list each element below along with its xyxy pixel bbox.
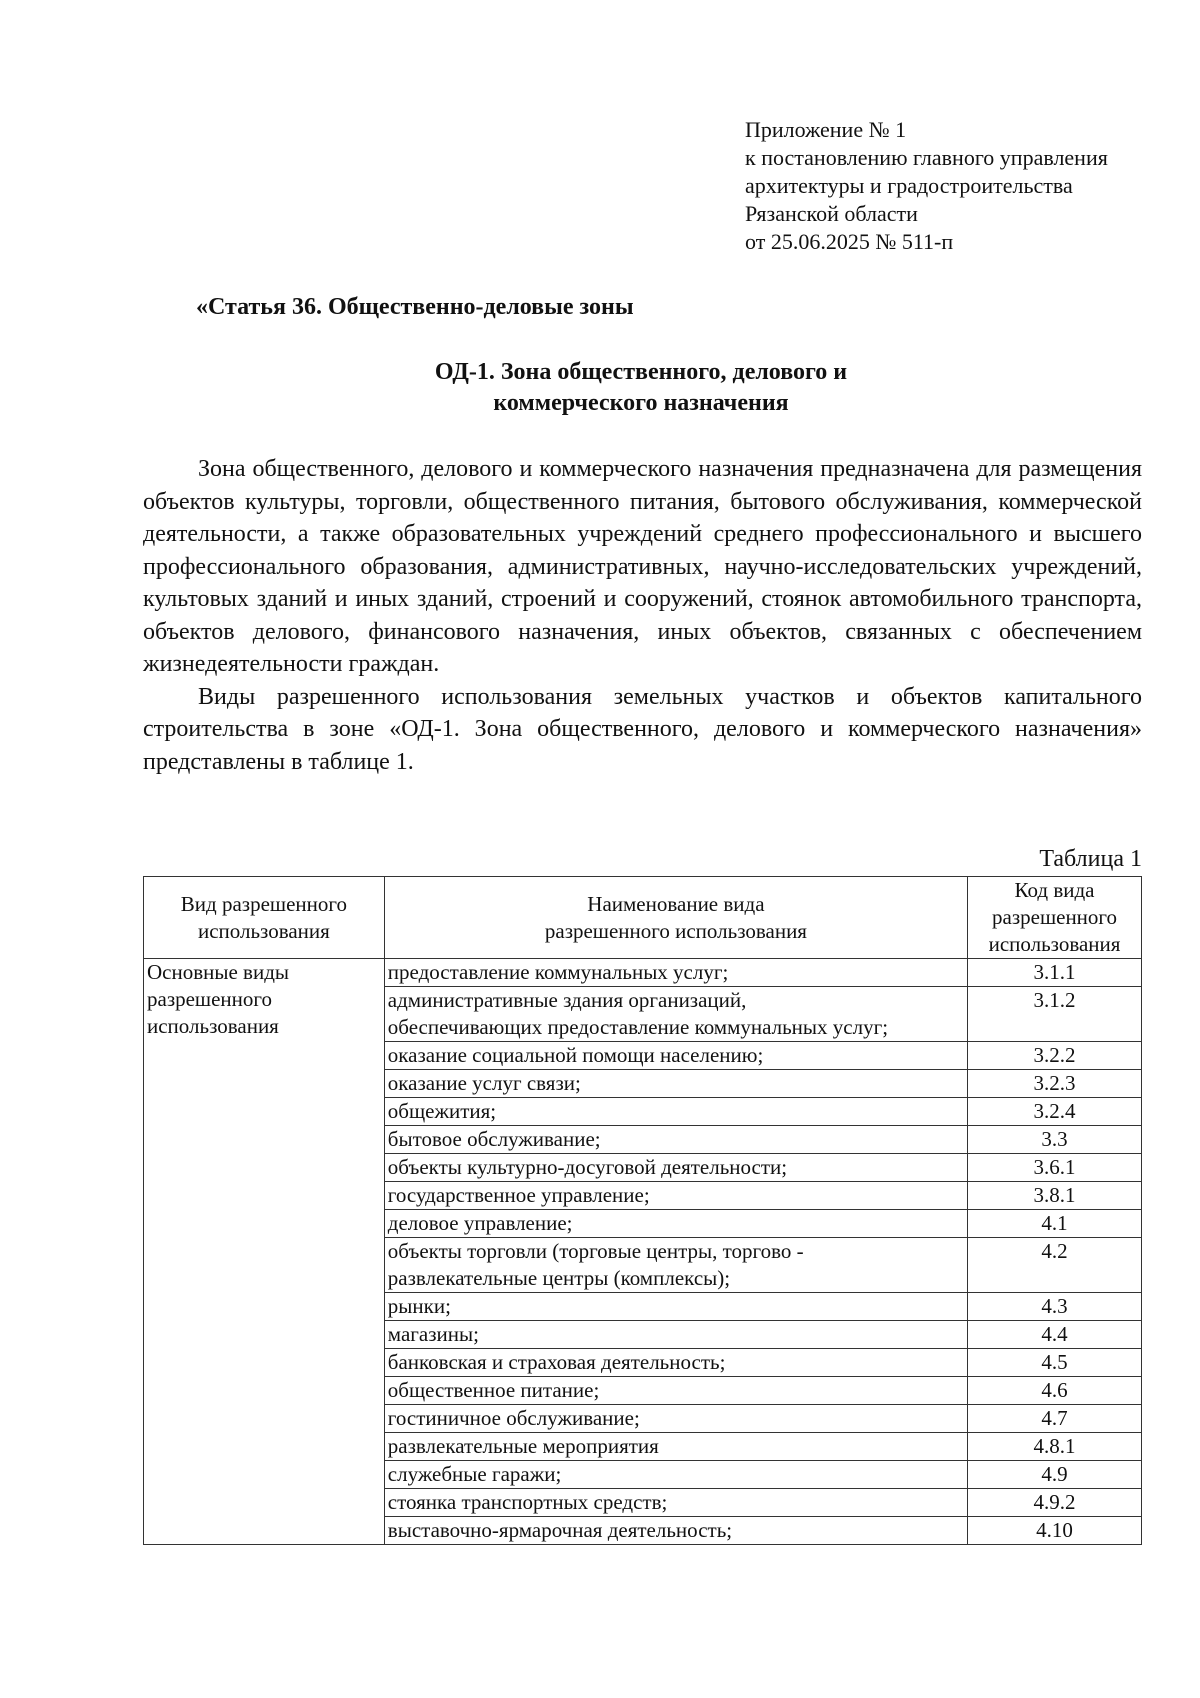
- use-code-cell: 4.9: [968, 1461, 1142, 1489]
- use-name-cell: [384, 1098, 967, 1126]
- use-name-line: выставочно-ярмарочная деятельность;: [387, 1518, 733, 1542]
- appendix-line: архитектуры и градостроительства: [745, 173, 1073, 198]
- group-label-line: Основные виды: [147, 960, 290, 984]
- use-code-cell: 3.1.1: [968, 959, 1142, 987]
- use-code-cell: 4.7: [968, 1405, 1142, 1433]
- article-title: «Статья 36. Общественно-деловые зоны: [196, 294, 634, 320]
- use-name-line: развлекательные мероприятия: [387, 1434, 659, 1458]
- use-code-cell: 4.9.2: [968, 1489, 1142, 1517]
- appendix-line: Приложение № 1: [745, 117, 907, 142]
- use-code-cell: 4.5: [968, 1349, 1142, 1377]
- use-code-cell: 4.4: [968, 1321, 1142, 1349]
- use-name-line: стоянка транспортных средств;: [387, 1490, 668, 1514]
- use-name-line: оказание социальной помощи населению;: [387, 1043, 764, 1067]
- use-name-line: объекты торговли (торговые центры, торгово -: [387, 1239, 804, 1263]
- use-name-cell: [384, 1210, 967, 1238]
- use-name-cell: [384, 1126, 967, 1154]
- body-text: [143, 453, 1142, 778]
- use-name-cell: [384, 1154, 967, 1182]
- use-name-cell: [384, 1293, 967, 1321]
- group-label-line: разрешенного: [147, 987, 272, 1011]
- use-name-line: предоставление коммунальных услуг;: [387, 960, 729, 984]
- use-name-line: развлекательные центры (комплексы);: [387, 1266, 731, 1290]
- use-name-line: обеспечивающих предоставление коммунальных услуг;: [387, 1015, 889, 1039]
- use-name-line: общежития;: [387, 1099, 497, 1123]
- use-name-cell: [384, 959, 967, 987]
- appendix-block: [745, 116, 1108, 256]
- use-code-cell: 3.6.1: [968, 1154, 1142, 1182]
- header-line: разрешенного: [992, 905, 1118, 929]
- use-name-cell: [384, 1321, 967, 1349]
- header-line: разрешенного использования: [544, 918, 807, 943]
- appendix-line: к постановлению главного управления: [745, 145, 1108, 170]
- use-name-cell: [384, 1182, 967, 1210]
- appendix-line: от 25.06.2025 № 511-п: [745, 229, 954, 254]
- use-code-cell: 3.2.2: [968, 1042, 1142, 1070]
- use-name-cell: [384, 1377, 967, 1405]
- header-line: Наименование вида: [587, 891, 765, 916]
- table-row: [144, 959, 1142, 987]
- header-line: Вид разрешенного: [180, 891, 347, 916]
- header-use-name: [384, 877, 967, 959]
- header-use-type: [144, 877, 385, 959]
- paragraph: Виды разрешенного использования земельных участков и объектов капитального строительства в зоне «ОД-1. Зона общественного, делового и коммерческого назначения» представлены в таблице 1.: [143, 683, 1142, 775]
- table-caption: Таблица 1: [1039, 846, 1142, 872]
- use-code-cell: 3.8.1: [968, 1182, 1142, 1210]
- header-line: Код вида: [1014, 878, 1095, 902]
- use-name-cell: [384, 987, 967, 1042]
- use-code-cell: 4.1: [968, 1210, 1142, 1238]
- use-name-cell: [384, 1517, 967, 1545]
- header-line: использования: [988, 932, 1121, 956]
- use-name-cell: [384, 1433, 967, 1461]
- use-name-line: магазины;: [387, 1322, 479, 1346]
- use-name-line: гостиничное обслуживание;: [387, 1406, 640, 1430]
- use-code-cell: 4.3: [968, 1293, 1142, 1321]
- use-name-cell: [384, 1070, 967, 1098]
- zone-title-line: коммерческого назначения: [493, 390, 789, 416]
- header-line: использования: [197, 918, 330, 943]
- paragraph: Зона общественного, делового и коммерческого назначения предназначена для размещения объектов культуры, торговли, общественного питания, бытового обслуживания, коммерческой деятельности, а также образовательных учреждений среднего профессионального и высшего профессионального образования, административных, научно-исследовательских учреждений, культовых зданий и иных зданий, строений и сооружений, стоянок автомобильного транспорта, объектов делового, финансового назначения, иных объектов, связанных с обеспечением жизнедеятельности граждан.: [143, 456, 1142, 677]
- use-name-line: административные здания организаций,: [387, 988, 747, 1012]
- permitted-uses-table: [143, 876, 1142, 1545]
- use-code-cell: 4.8.1: [968, 1433, 1142, 1461]
- group-label-line: использования: [147, 1014, 279, 1038]
- use-code-cell: 3.2.4: [968, 1098, 1142, 1126]
- table-header-row: [144, 877, 1142, 959]
- header-use-code: [968, 877, 1142, 959]
- zone-title: [140, 357, 1142, 419]
- use-name-line: общественное питание;: [387, 1378, 600, 1402]
- use-code-cell: 4.2: [968, 1238, 1142, 1293]
- use-name-line: объекты культурно-досуговой деятельности;: [387, 1155, 788, 1179]
- group-label-cell: [144, 959, 385, 1545]
- use-name-line: деловое управление;: [387, 1211, 573, 1235]
- use-name-line: государственное управление;: [387, 1183, 650, 1207]
- use-name-line: оказание услуг связи;: [387, 1071, 581, 1095]
- table-body: [144, 959, 1142, 1545]
- use-name-line: банковская и страховая деятельность;: [387, 1350, 726, 1374]
- use-code-cell: 3.3: [968, 1126, 1142, 1154]
- use-code-cell: 3.2.3: [968, 1070, 1142, 1098]
- use-code-cell: 3.1.2: [968, 987, 1142, 1042]
- use-name-cell: [384, 1349, 967, 1377]
- use-code-cell: 4.6: [968, 1377, 1142, 1405]
- use-name-cell: [384, 1238, 967, 1293]
- use-name-cell: [384, 1405, 967, 1433]
- use-name-cell: [384, 1489, 967, 1517]
- appendix-line: Рязанской области: [745, 201, 918, 226]
- zone-title-line: ОД-1. Зона общественного, делового и: [434, 359, 848, 385]
- use-name-cell: [384, 1042, 967, 1070]
- use-name-cell: [384, 1461, 967, 1489]
- use-code-cell: 4.10: [968, 1517, 1142, 1545]
- use-name-line: бытовое обслуживание;: [387, 1127, 601, 1151]
- use-name-line: служебные гаражи;: [387, 1462, 562, 1486]
- use-name-line: рынки;: [387, 1294, 451, 1318]
